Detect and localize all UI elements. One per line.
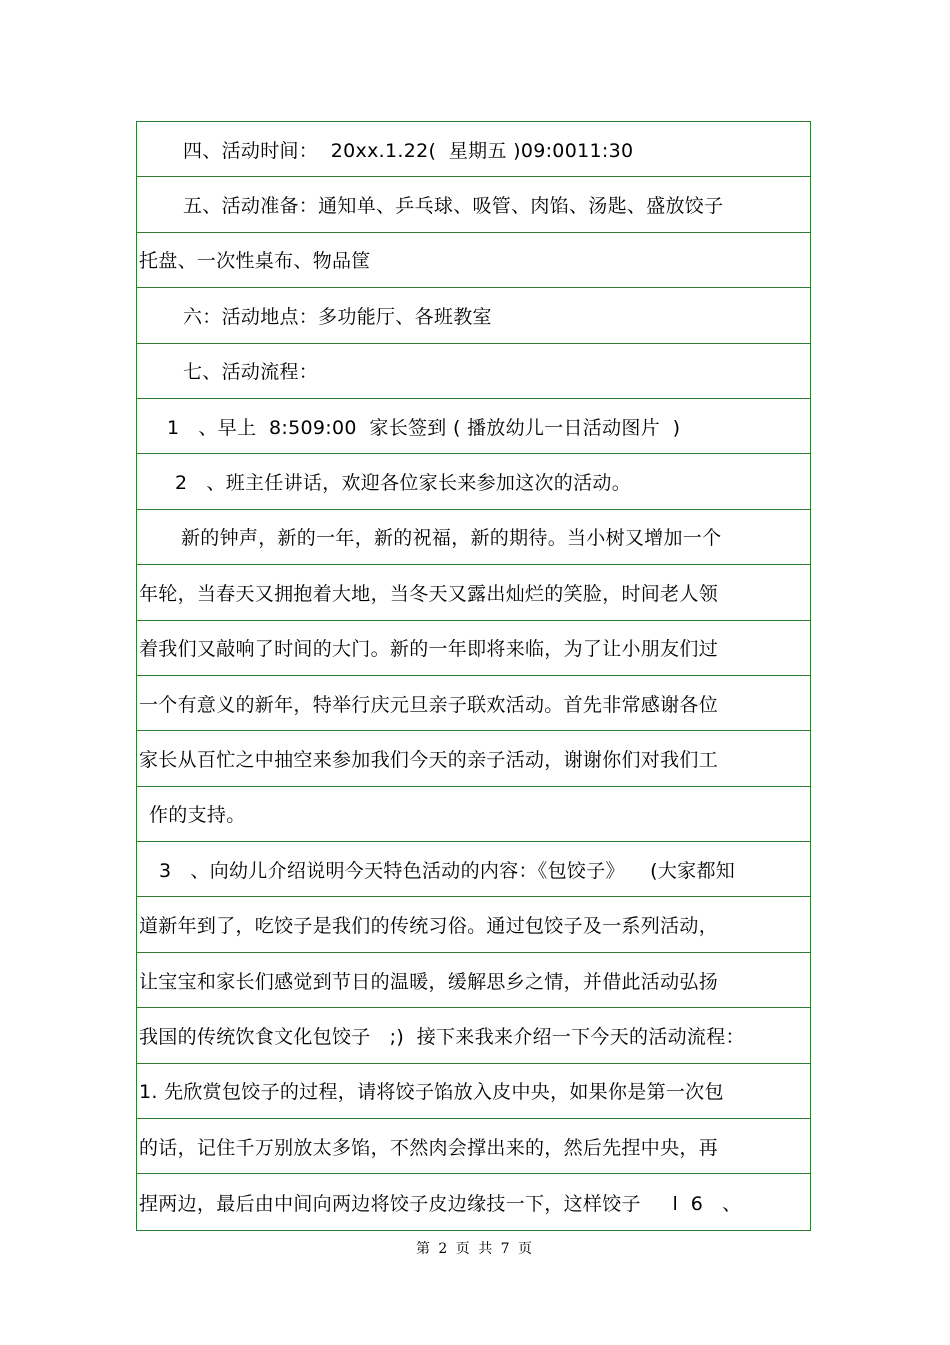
document-line-text: 1. 先欣赏包饺子的过程，请将饺子馅放入皮中央，如果你是第一次包 [139,1081,724,1104]
document-line [137,1174,810,1229]
document-table [136,121,811,1231]
document-line-text: 年轮，当春天又拥抱着大地，当冬天又露出灿烂的笑脸，时间老人领 [139,582,719,605]
document-line-text: 作的支持。 [149,804,246,827]
document-line [137,233,810,288]
document-line [137,344,810,399]
document-line [137,177,810,232]
document-line-text: 六：活动地点：多功能厅、各班教室 [183,305,492,328]
document-line-text: 的话，记住千万别放太多馅，不然肉会撑出来的，然后先捏中央，再 [139,1136,719,1159]
document-line [137,510,810,565]
document-line [137,731,810,786]
document-line-text: 五、活动准备：通知单、乒乓球、吸管、肉馅、汤匙、盛放饺子 [183,195,724,218]
document-line [137,399,810,454]
document-line [137,1119,810,1174]
document-line [137,565,810,620]
document-line [137,454,810,509]
document-line [137,1064,810,1119]
document-line-text: 四、活动时间： 20xx.1.22( 星期五 )09:0011:30 [183,139,634,162]
document-line-text: 七、活动流程： [183,361,319,384]
document-line [137,288,810,343]
document-line [137,897,810,952]
document-line [137,787,810,842]
document-line-text: 家长从百忙之中抽空来参加我们今天的亲子活动，谢谢你们对我们工 [139,748,719,771]
document-line [137,842,810,897]
document-line-text: 道新年到了，吃饺子是我们的传统习俗。通过包饺子及一系列活动， [139,915,719,938]
document-line-text: 新的钟声，新的一年，新的祝福，新的期待。当小树又增加一个 [181,527,722,550]
document-line-text: 1 、早上 8:509:00 家长签到 ( 播放幼儿一日活动图片 ) [167,416,681,439]
document-line-text: 让宝宝和家长们感觉到节日的温暖，缓解思乡之情，并借此活动弘扬 [139,970,719,993]
document-line [137,621,810,676]
document-line-text: 托盘、一次性桌布、物品筐 [139,250,371,273]
document-line [137,676,810,731]
document-line-text: 捏两边，最后由中间向两边将饺子皮边缘技一下，这样饺子 l 6 、 [139,1192,742,1215]
document-line [137,1008,810,1063]
document-line [137,122,810,177]
document-line-text: 一个有意义的新年，特举行庆元旦亲子联欢活动。首先非常感谢各位 [139,693,719,716]
document-line-text: 着我们又敲响了时间的大门。新的一年即将来临，为了让小朋友们过 [139,638,719,661]
document-line-text: 3 、向幼儿介绍说明今天特色活动的内容：《包饺子》 (大家都知 [159,859,736,882]
document-line-text: 2 、班主任讲话，欢迎各位家长来参加这次的活动。 [175,472,632,495]
page-number-footer: 第 2 页 共 7 页 [415,1241,535,1257]
document-line [137,953,810,1008]
document-line-text: 我国的传统饮食文化包饺子 ;) 接下来我来介绍一下今天的活动流程： [139,1025,745,1048]
